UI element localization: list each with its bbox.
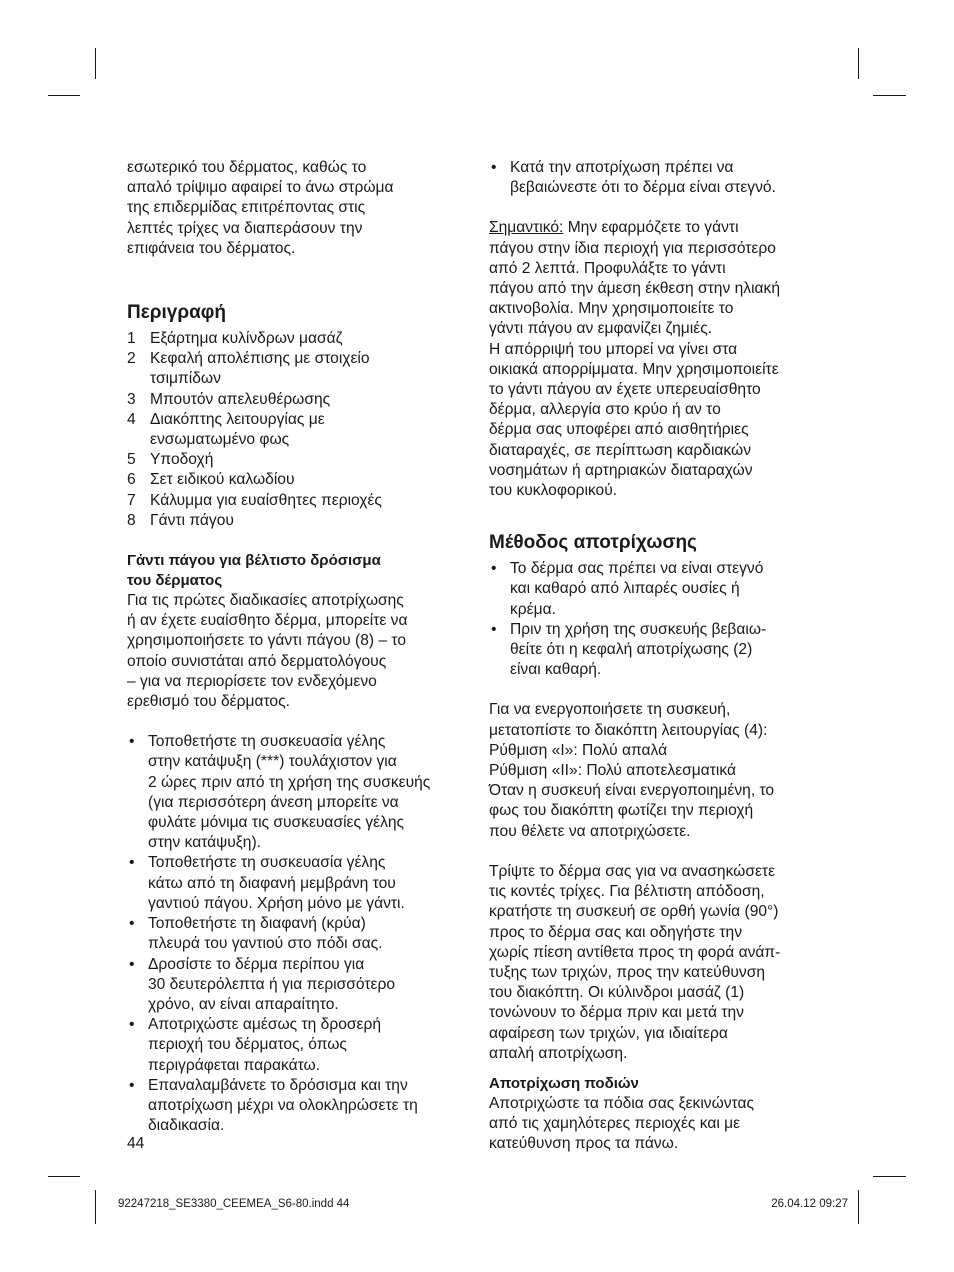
important-paragraph: Σημαντικό: Μην εφαρμόζετε το γάντι πάγου στην ίδια περιοχή για περισσότερο από 2 λεπτά. Προφυλάξτε το γάντι πάγου από την άμεση έκθεση στην ηλιακή ακτινοβολία. Μην χρησιμοποιείτε το γάντι πάγου αν εμφανίζει ζημιές. Η απόρριψή του μπορεί να γίνει στα οικιακά απορρίμματα. Μην χρησιμοποιείτε το γάντι πάγου αν έχετε υπερευαίσθητο δέρμα, αλλεργία στο κρύο ή αν το δέρμα σας υποφέρει από αισθητήριες διαταραχές, σε περίπτωση καρδιακών νοσημάτων ή αρτηριακών διαταραχών του κυκλοφορικού. xyxy=(489,219,781,500)
list-item: • Αποτριχώστε αμέσως τη δροσερή περιοχή του δέρματος, όπως περιγράφεται παρακάτω. xyxy=(129,1016,381,1074)
list-item: 4 Διακόπτης λειτουργίας με ενσωματωμένο φως xyxy=(127,410,325,449)
important-label: Σημαντικό: xyxy=(489,219,564,237)
list-item: • Το δέρμα σας πρέπει να είναι στεγνό και καθαρό από λιπαρές ουσίες ή κρέμα. xyxy=(491,560,764,618)
heading-method: Μέθοδος αποτρίχωσης xyxy=(489,532,697,554)
crop-mark xyxy=(873,95,906,96)
list-item: 3 Μπουτόν απελευθέρωσης xyxy=(127,390,331,408)
list-item: 5 Υποδοχή xyxy=(127,451,214,469)
list-item: • Τοποθετήστε τη συσκευασία γέλης στην κατάψυξη (***) τουλάχιστον για 2 ώρες πριν από τη χρήση της συσκευής (για περισσότερη άνεση μπορείτε να φυλάτε μόνιμα τις συσκευασίες γέλης στην κατάψυξη). xyxy=(129,733,431,852)
list-item: • Τοποθετήστε τη διαφανή (κρύα) πλευρά του γαντιού στο πόδι σας. xyxy=(129,915,383,953)
list-item: • Δροσίστε το δέρμα περίπου για 30 δευτερόλεπτα ή για περισσότερο χρόνο, αν είναι απαραίτητο. xyxy=(129,955,396,1013)
dry-skin-bullet xyxy=(489,158,839,198)
footer-file: 92247218_SE3380_CEEMEA_S6-80.indd 44 xyxy=(118,1198,350,1210)
right-column xyxy=(489,158,839,1155)
crop-mark xyxy=(95,48,96,79)
cooling-paragraph: Για τις πρώτες διαδικασίες αποτρίχωσης ή αν έχετε ευαίσθητο δέρμα, μπορείτε να χρησιμοποιήσετε το γάντι πάγου (8) – το οποίο συνιστάται από δερματολόγους – για να περιορίσετε τον ενδεχόμενο ερεθισμό του δέρματος. xyxy=(127,592,408,711)
crop-mark xyxy=(858,48,859,79)
left-column xyxy=(127,158,472,1136)
legs-paragraph: Αποτριχώστε τα πόδια σας ξεκινώντας από τις χαμηλότερες περιοχές και με κατεύθυνση προς τα πάνω. xyxy=(489,1094,755,1153)
crop-mark xyxy=(95,1190,96,1224)
list-item: 1 Εξάρτημα κυλίνδρων μασάζ xyxy=(127,330,343,348)
list-item: 2 Κεφαλή απολέπισης με στοιχείο τσιμπίδων xyxy=(127,350,370,388)
page-number: 44 xyxy=(127,1135,145,1152)
crop-mark xyxy=(858,1190,859,1224)
activate-paragraph: Για να ενεργοποιήσετε τη συσκευή, μετατοπίστε το διακόπτη λειτουργίας (4): Ρύθμιση «I»: Πολύ απαλά Ρύθμιση «II»: Πολύ αποτελεσματικά Όταν η συσκευή είναι ενεργοποιημένη, το φως του διακόπτη φωτίζει την περιοχή που θέλετε να αποτριχώσετε. xyxy=(489,701,775,840)
crop-mark xyxy=(48,1176,80,1177)
list-item: 7 Κάλυμμα για ευαίσθητες περιοχές xyxy=(127,491,382,509)
intro-paragraph: εσωτερικό του δέρματος, καθώς το απαλό τρίψιμο αφαιρεί το άνω στρώμα της επιδερμίδας επιτρέποντας στις λεπτές τρίχες να διαπεράσουν την επιφάνεια του δέρματος. xyxy=(127,159,394,257)
subheading-cooling-glove: Γάντι πάγου για βέλτιστο δρόσισμα του δέρματος xyxy=(127,552,381,590)
crop-mark xyxy=(873,1176,906,1177)
cooling-steps-list xyxy=(127,732,472,1136)
list-item: • Πριν τη χρήση της συσκευής βεβαιω- θείτε ότι η κεφαλή αποτρίχωσης (2) είναι καθαρή. xyxy=(491,620,767,679)
rub-paragraph: Τρίψτε το δέρμα σας για να ανασηκώσετε τις κοντές τρίχες. Για βέλτιστη απόδοση, κρατήστε τη συσκευή σε ορθή γωνία (90°) προς το δέρμα σας και οδηγήστε την χωρίς πίεση αντίθετα προς τη φορά ανάπ- τυξης των τριχών, προς την κατεύθυνση του διακόπτη. Οι κύλινδροι μασάζ (1) τονώνουν το δέρμα πριν και μετά την αφαίρεση των τριχών, για ιδιαίτερα απαλή αποτρίχωση. xyxy=(489,862,781,1062)
list-item: • Τοποθετήστε τη συσκευασία γέλης κάτω από τη διαφανή μεμβράνη του γαντιού πάγου. Χρήση μόνο με γάντι. xyxy=(129,854,405,912)
list-item: 6 Σετ ειδικού καλωδίου xyxy=(127,471,295,489)
crop-mark xyxy=(48,95,80,96)
subheading-legs: Αποτρίχωση ποδιών xyxy=(489,1074,639,1092)
method-list xyxy=(489,559,839,680)
list-item: 8 Γάντι πάγου xyxy=(127,511,234,529)
list-item: • Επαναλαμβάνετε το δρόσισμα και την αποτρίχωση μέχρι να ολοκληρώσετε τη διαδικασία. xyxy=(129,1076,418,1135)
parts-list xyxy=(127,329,472,531)
heading-description: Περιγραφή xyxy=(127,302,226,324)
footer-date: 26.04.12 09:27 xyxy=(771,1198,848,1210)
list-item: • Κατά την αποτρίχωση πρέπει να βεβαιώνεστε ότι το δέρμα είναι στεγνό. xyxy=(491,159,776,197)
